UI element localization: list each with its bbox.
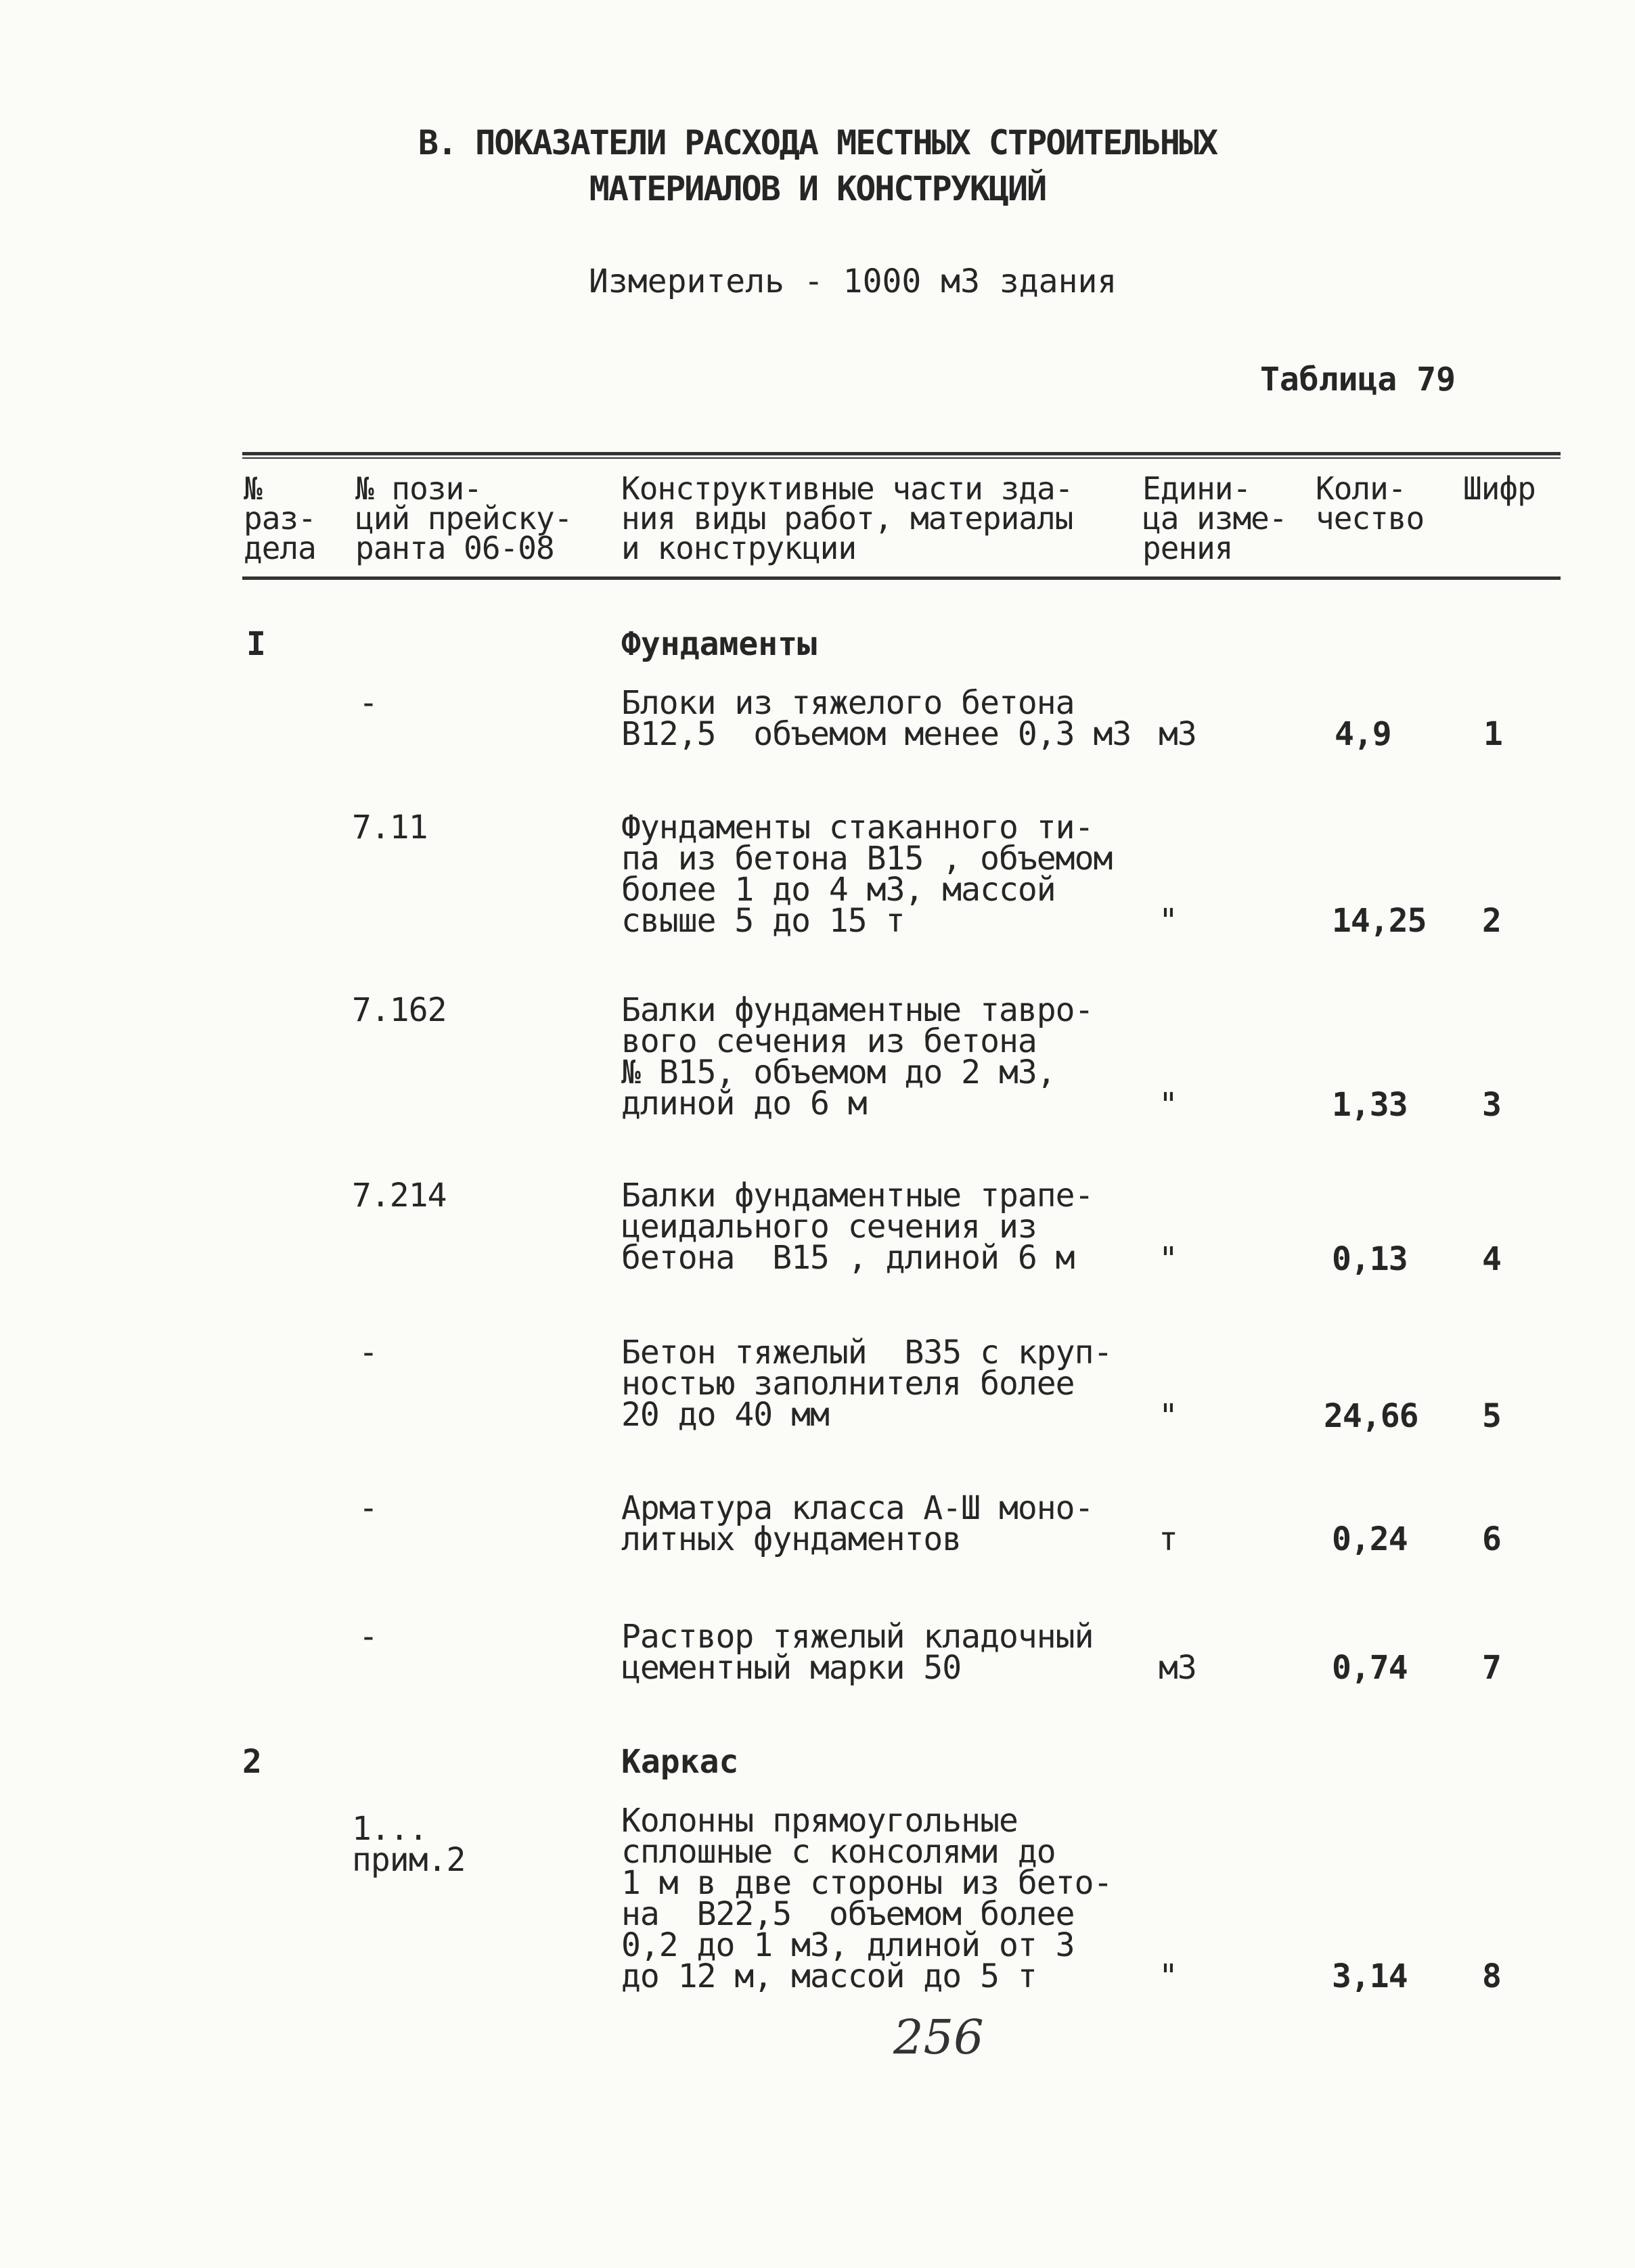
row-description: Фундаменты стаканного ти- па из бетона В15 , объемом более 1 до 4 м3, массой свыше 5 до 15 т bbox=[621, 809, 1113, 940]
row-description: Балки фундаментные трапе- цеидального сечения из бетона В15 , длиной 6 м bbox=[621, 1177, 1094, 1277]
row-description: Балки фундаментные тавро- вого сечения из бетона № В15, объемом до 2 м3, длиной до 6 м bbox=[621, 991, 1094, 1122]
row-position: - bbox=[359, 1489, 378, 1527]
row-unit: " bbox=[1159, 1397, 1178, 1435]
row-quantity: 0,13 bbox=[1332, 1240, 1408, 1278]
row-position: 7.162 bbox=[352, 991, 447, 1029]
header-section-number: № раз- дела bbox=[244, 470, 316, 566]
header-code: Шифр bbox=[1463, 470, 1536, 507]
row-description: Бетон тяжелый В35 с круп- ностью заполнителя более 20 до 40 мм bbox=[621, 1334, 1113, 1434]
row-unit: м3 bbox=[1159, 1649, 1196, 1687]
row-quantity: 14,25 bbox=[1332, 902, 1427, 940]
row-quantity: 0,24 bbox=[1332, 1520, 1408, 1558]
row-unit: т bbox=[1159, 1520, 1178, 1558]
row-position: - bbox=[359, 1618, 378, 1656]
table-top-rule bbox=[242, 452, 1561, 455]
row-position: 7.11 bbox=[352, 809, 428, 846]
row-unit: " bbox=[1159, 1086, 1178, 1124]
row-unit: " bbox=[1159, 1957, 1178, 1995]
row-position: 7.214 bbox=[352, 1177, 447, 1215]
row-code: 6 bbox=[1482, 1520, 1501, 1558]
row-description: Раствор тяжелый кладочный цементный марки 50 bbox=[621, 1618, 1094, 1687]
row-code: 4 bbox=[1482, 1240, 1501, 1278]
row-code: 5 bbox=[1482, 1397, 1501, 1435]
section-number: I bbox=[246, 625, 266, 663]
row-quantity: 0,74 bbox=[1332, 1649, 1408, 1687]
document-title-line-1: В. ПОКАЗАТЕЛИ РАСХОДА МЕСТНЫХ СТРОИТЕЛЬНЫХ bbox=[418, 123, 1217, 162]
header-quantity: Коли- чество bbox=[1316, 470, 1425, 537]
row-quantity: 3,14 bbox=[1332, 1957, 1408, 1995]
table-label: Таблица 79 bbox=[1260, 361, 1456, 399]
row-code: 8 bbox=[1482, 1957, 1501, 1995]
row-description: Арматура класса А-Ш моно- литных фундаментов bbox=[621, 1489, 1094, 1558]
table-top-rule-thin bbox=[242, 457, 1561, 459]
section-title: Каркас bbox=[621, 1743, 739, 1781]
row-position: 1... прим.2 bbox=[352, 1810, 466, 1879]
row-quantity: 1,33 bbox=[1332, 1086, 1408, 1124]
page-number: 256 bbox=[893, 2010, 984, 2065]
row-position: - bbox=[359, 1334, 378, 1371]
section-title: Фундаменты bbox=[621, 625, 817, 663]
table-header-bottom-rule bbox=[242, 576, 1561, 580]
header-description: Конструктивные части зда- ния виды работ, материалы и конструкции bbox=[621, 470, 1073, 566]
row-quantity: 4,9 bbox=[1335, 715, 1391, 753]
header-price-position: № пози- ций прейску- ранта 06-08 bbox=[355, 470, 573, 566]
row-quantity: 24,66 bbox=[1324, 1397, 1418, 1435]
row-code: 1 bbox=[1483, 715, 1502, 753]
section-number: 2 bbox=[242, 1743, 262, 1781]
row-position: - bbox=[359, 684, 378, 722]
row-description: Колонны прямоугольные сплошные с консолями до 1 м в две стороны из бето- на В22,5 объемом более 0,2 до 1 м3, длиной от 3 до 12 м, массой до 5 т bbox=[621, 1802, 1113, 1995]
row-code: 7 bbox=[1482, 1649, 1501, 1687]
document-title-line-2: МАТЕРИАЛОВ И КОНСТРУКЦИЙ bbox=[589, 169, 1046, 208]
measure-unit-line: Измеритель - 1000 м3 здания bbox=[589, 263, 1117, 300]
row-unit: " bbox=[1159, 1240, 1178, 1278]
row-description: Блоки из тяжелого бетона В12,5 объемом менее 0,3 м3 bbox=[621, 684, 1132, 753]
row-unit: " bbox=[1159, 902, 1178, 940]
row-code: 2 bbox=[1482, 902, 1501, 940]
row-code: 3 bbox=[1482, 1086, 1501, 1124]
header-unit: Едини- ца изме- рения bbox=[1142, 470, 1287, 566]
row-unit: м3 bbox=[1159, 715, 1196, 753]
